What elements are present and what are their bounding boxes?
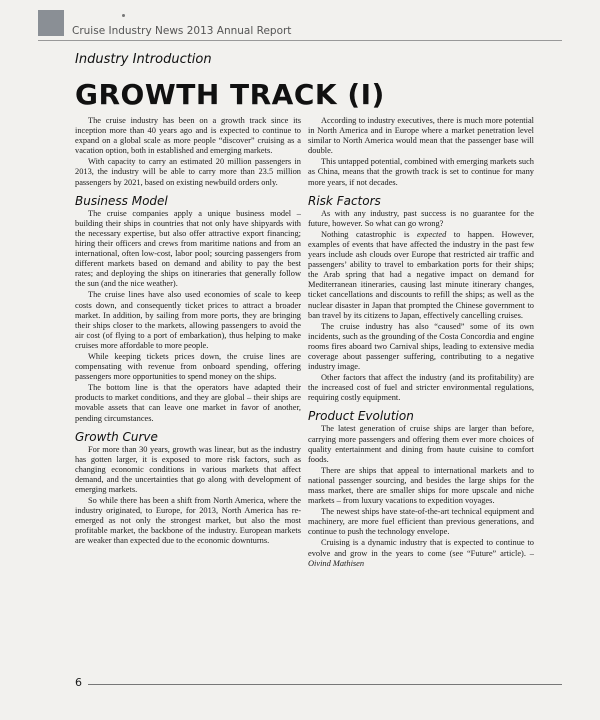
growth-curve-heading: Growth Curve: [75, 429, 158, 444]
footer-rule: [88, 684, 562, 685]
risk-paragraph-2: [308, 230, 534, 321]
risk-paragraph-2-end: to happen. However, examples of events that have affected the industry in the past few years include ash clouds over Europe that restricted air traffic and passengers’ ability to travel to embarkation ports for their ships; the Arab spring that had a negative impact on demand for Mediterranean itineraries, causing last minute itinerary changes, ticket cancellations and discounts to refill the ships; as well as the nuclear disaster in Japan that prompted the Chinese government to ban travel by its citizens to Japan, effectively cancelling cruises.: [308, 229, 535, 320]
right-paragraph-2: This untapped potential, combined with emerging markets such as China, means that the growth track is set to continue for many more years, if not decades.: [308, 157, 534, 187]
right-column: [308, 116, 534, 570]
product-paragraph-2: There are ships that appeal to international markets and to national passenger sourcing, and besides the large ships for the mass market, there are smaller ships for more upscale and niche markets – from luxury vacations to expedition voyages.: [308, 465, 534, 506]
product-paragraph-4-text: Cruising is a dynamic industry that is expected to continue to evolve and grow in the years to come (see “Future” article). –: [308, 538, 534, 558]
product-evolution-heading: Product Evolution: [308, 409, 414, 424]
product-paragraph-4: [308, 538, 534, 568]
risk-paragraph-3: The cruise industry has also “caused” some of its own incidents, such as the grounding of the Costa Concordia and engine rooms fires aboard two Carnival ships, leading to extensive media coverage about passenger suffering, contributing to a negative industry image.: [308, 321, 534, 372]
intro-paragraph-1: The cruise industry has been on a growth track since its inception more than 40 years ago and is expected to continue to expand on a global scale as more people “discover” cruising as a vacation option, both in established and emerging markets.: [75, 116, 301, 156]
left-column: [75, 116, 301, 548]
product-paragraph-3: The newest ships have state-of-the-art technical equipment and machinery, are more fuel efficient than previous generations, and continue to push the technology envelope.: [308, 507, 534, 537]
author-signature: Oivind Mathisen: [308, 558, 365, 568]
business-model-paragraph-3: While keeping tickets prices down, the cruise lines are compensating with revenue from onboard spending, offering passengers more opportunities to spend money on the ships.: [75, 351, 301, 382]
business-model-paragraph-2: The cruise lines have also used economies of scale to keep costs down, and consequently ticket prices to attract a broader market. In addition, by sailing from more ports, they are bringing their ships closer to the markets, allowing passengers to avoid the air cost (of flying to a port of embarkation), thus helping to make cruises more affordable to more people.: [75, 290, 301, 350]
header-title: Cruise Industry News 2013 Annual Report: [72, 25, 292, 37]
business-model-paragraph-1: The cruise companies apply a unique business model – building their ships in countries that not only have shipyards with the necessary expertise, but also offer attractive export financing; hiring their officers and crews from maritime nations and from an international, often low-cost, labor pool; sourcing passengers from different markets based on demand and ability to pay the best rates; and deploying the ships on itineraries that generally follow the sun (and the nice weather).: [75, 208, 301, 289]
growth-curve-paragraph-1: For more than 30 years, growth was linear, but as the industry has gotten larger, it is exposed to more risk factors, such as changing economic conditions in various markets that affect demand, and the uncertainties that go along with development of emerging markets.: [75, 444, 301, 494]
page-number: 6: [75, 676, 82, 689]
section-label: Industry Introduction: [75, 52, 212, 67]
growth-curve-paragraph-2: So while there has been a shift from North America, where the industry originated, to Europe, for 2013, North America has re-emerged as not only the strongest market, but also the most profitable market, the backbone of the industry. European markets are weaker than expected due to the economic downturns.: [75, 496, 301, 546]
header-dot: [122, 14, 125, 17]
header-rule: [38, 40, 562, 41]
risk-paragraph-1: As with any industry, past success is no guarantee for the future, however. So what can go wrong?: [308, 208, 534, 228]
header-logo-block: [38, 10, 64, 36]
risk-paragraph-2-start: Nothing catastrophic is: [321, 229, 417, 239]
risk-paragraph-4: Other factors that affect the industry (and its profitability) are the increased cost of fuel and stricter environmental regulations, requiring costly equipment.: [308, 373, 534, 403]
page-title: GROWTH TRACK (I): [75, 78, 385, 111]
product-paragraph-1: The latest generation of cruise ships are larger than before, carrying more passengers and offering them ever more choices of quality entertainment and dining from haute cuisine to comfort foods.: [308, 424, 534, 464]
business-model-paragraph-4: The bottom line is that the operators have adapted their products to market conditions, and they are global – their ships are movable assets that can leave one market in favor of another, pending circumstances.: [75, 383, 301, 423]
risk-paragraph-2-emphasis: expected: [416, 229, 447, 239]
risk-factors-heading: Risk Factors: [308, 193, 381, 208]
right-paragraph-1: According to industry executives, there is much more potential in North America and in Europe where a market penetration level similar to North America would mean that the passenger base will double.: [308, 116, 534, 156]
business-model-heading: Business Model: [75, 193, 168, 208]
intro-paragraph-2: With capacity to carry an estimated 20 million passengers in 2013, the industry will be able to carry more than 23.5 million passengers by 2021, based on existing newbuild orders only.: [75, 157, 301, 187]
